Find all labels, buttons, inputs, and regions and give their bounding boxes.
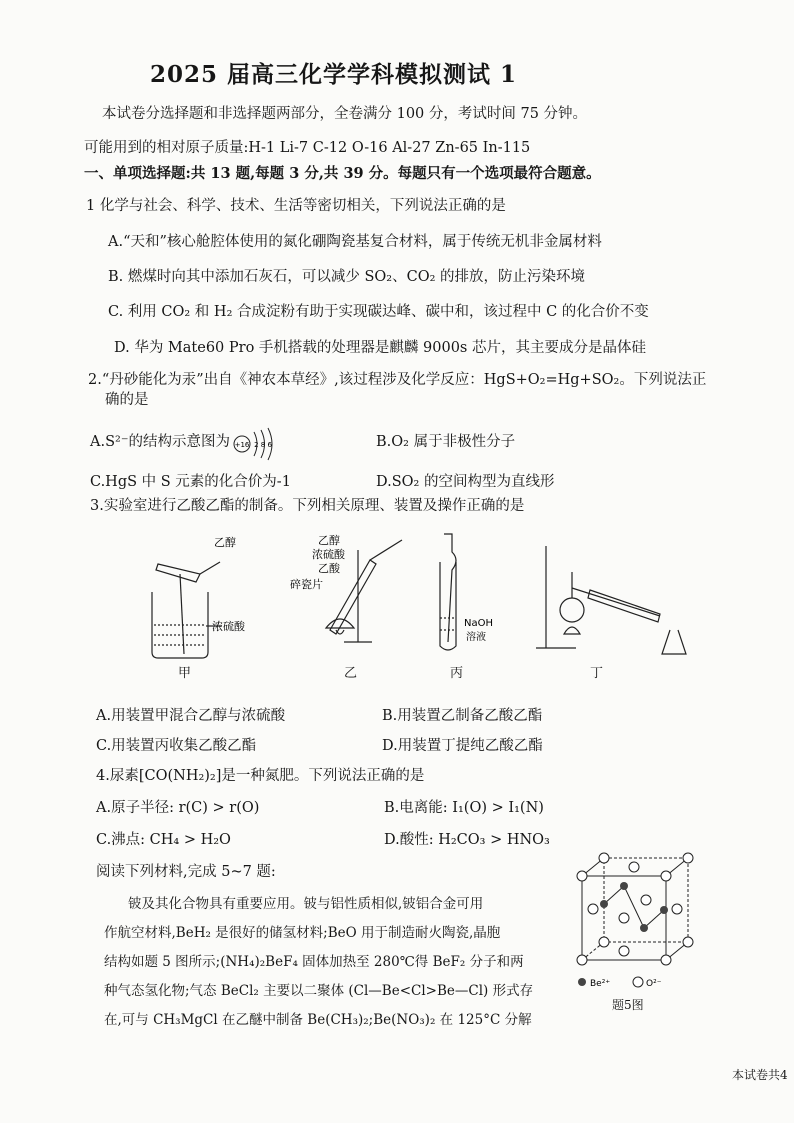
- label-solution: 溶液: [466, 632, 486, 643]
- q1-stem: 1 化学与社会、科学、技术、生活等密切相关，下列说法正确的是: [86, 198, 506, 214]
- intro-text: 本试卷分选择题和非选择题两部分，全卷满分 100 分，考试时间 75 分钟。: [102, 106, 588, 122]
- label-ethanol: 乙醇: [214, 536, 236, 549]
- apparatus-jia: [152, 562, 222, 658]
- reading-line-3: 结构如题 5 图所示;(NH₄)₂BeF₄ 固体加热至 280℃得 BeF₂ 分子和两: [104, 954, 524, 970]
- apparatus-bing: [440, 534, 456, 650]
- legend-be: Be²⁺: [590, 979, 611, 989]
- q2-option-a: A.S²⁻的结构示意图为: [90, 434, 230, 450]
- q2-option-b: B.O₂ 属于非极性分子: [376, 434, 516, 450]
- q4-option-c: C.沸点: CH₄ > H₂O: [96, 832, 231, 848]
- reading-heading: 阅读下列材料,完成 5~7 题:: [96, 864, 276, 880]
- label-mix-acetic: 乙酸: [318, 562, 340, 575]
- reading-line-5: 在,可与 CH₃MgCl 在乙醚中制备 Be(CH₃)₂;Be(NO₃)₂ 在 125°C 分解: [104, 1012, 532, 1028]
- q2-stem-line2: 确的是: [105, 392, 149, 408]
- q3-option-b: B.用装置乙制备乙酸乙酯: [382, 708, 543, 724]
- label-mix-ethanol: 乙醇: [318, 534, 340, 547]
- nucleus-charge: +16: [234, 441, 250, 449]
- q3-stem: 3.实验室进行乙酸乙酯的制备。下列相关原理、装置及操作正确的是: [90, 498, 525, 514]
- reading-line-2: 作航空材料,BeH₂ 是很好的储氢材料;BeO 用于制造耐火陶瓷,晶胞: [104, 925, 501, 941]
- q3-option-d: D.用装置丁提纯乙酸乙酯: [382, 738, 543, 754]
- q1-option-d: D. 华为 Mate60 Pro 手机搭载的处理器是麒麟 9000s 芯片，其主要成分是晶体硅: [114, 340, 646, 356]
- figure-caption: 题5图: [612, 998, 644, 1012]
- label-conc-h2so4: 浓硫酸: [212, 620, 245, 633]
- s2-ion-structure-diagram: [232, 424, 280, 464]
- label-mix-h2so4: 浓硫酸: [312, 548, 345, 561]
- fig-label-yi: 乙: [344, 666, 358, 681]
- apparatus-figures: [140, 530, 740, 680]
- q4-option-d: D.酸性: H₂CO₃ > HNO₃: [384, 832, 550, 848]
- q4-stem: 4.尿素[CO(NH₂)₂]是一种氮肥。下列说法正确的是: [96, 768, 425, 784]
- page-footer: 本试卷共4: [732, 1068, 788, 1082]
- apparatus-ding: [536, 546, 686, 654]
- reading-line-4: 种气态氢化物;气态 BeCl₂ 主要以二聚体 (Cl—Be<Cl>Be—Cl) 形式存: [104, 983, 534, 999]
- q1-option-a: A.“天和”核心舱腔体使用的氮化硼陶瓷基复合材料，属于传统无机非金属材料: [108, 234, 602, 250]
- reading-line-1: 铍及其化合物具有重要应用。铍与铝性质相似,铍铝合金可用: [128, 896, 484, 912]
- page-title: 2025 届高三化学学科模拟测试 1: [150, 61, 518, 88]
- label-chips: 碎瓷片: [290, 578, 323, 591]
- label-naoh: NaOH: [464, 618, 493, 629]
- legend-o: O²⁻: [646, 979, 662, 989]
- q4-option-a: A.原子半径: r(C) > r(O): [96, 800, 260, 816]
- fig-label-ding: 丁: [590, 666, 604, 681]
- beo-unit-cell-figure: [568, 850, 698, 990]
- fig-label-jia: 甲: [178, 666, 192, 681]
- q2-stem-line1: 2.“丹砂能化为汞”出自《神农本草经》,该过程涉及化学反应：HgS+O₂=Hg+SO₂。下列说法正: [88, 372, 707, 388]
- q1-option-b: B. 燃煤时向其中添加石灰石，可以减少 SO₂、CO₂ 的排放，防止污染环境: [108, 269, 586, 285]
- q3-option-a: A.用装置甲混合乙醇与浓硫酸: [96, 708, 286, 724]
- q3-option-c: C.用装置丙收集乙酸乙酯: [96, 738, 257, 754]
- shell-electrons: 2 8 6: [254, 441, 272, 449]
- q2-option-d: D.SO₂ 的空间构型为直线形: [376, 474, 555, 490]
- section-heading: 一、单项选择题:共 13 题,每题 3 分,共 39 分。每题只有一个选项最符合题意。: [84, 165, 601, 182]
- q1-option-c: C. 利用 CO₂ 和 H₂ 合成淀粉有助于实现碳达峰、碳中和，该过程中 C 的化合价不变: [108, 304, 649, 320]
- q4-option-b: B.电离能: I₁(O) > I₁(N): [384, 800, 544, 816]
- atomic-masses: 可能用到的相对原子质量:H-1 Li-7 C-12 O-16 Al-27 Zn-65 In-115: [84, 140, 531, 156]
- fig-label-bing: 丙: [450, 666, 464, 681]
- q2-option-c: C.HgS 中 S 元素的化合价为-1: [90, 474, 291, 490]
